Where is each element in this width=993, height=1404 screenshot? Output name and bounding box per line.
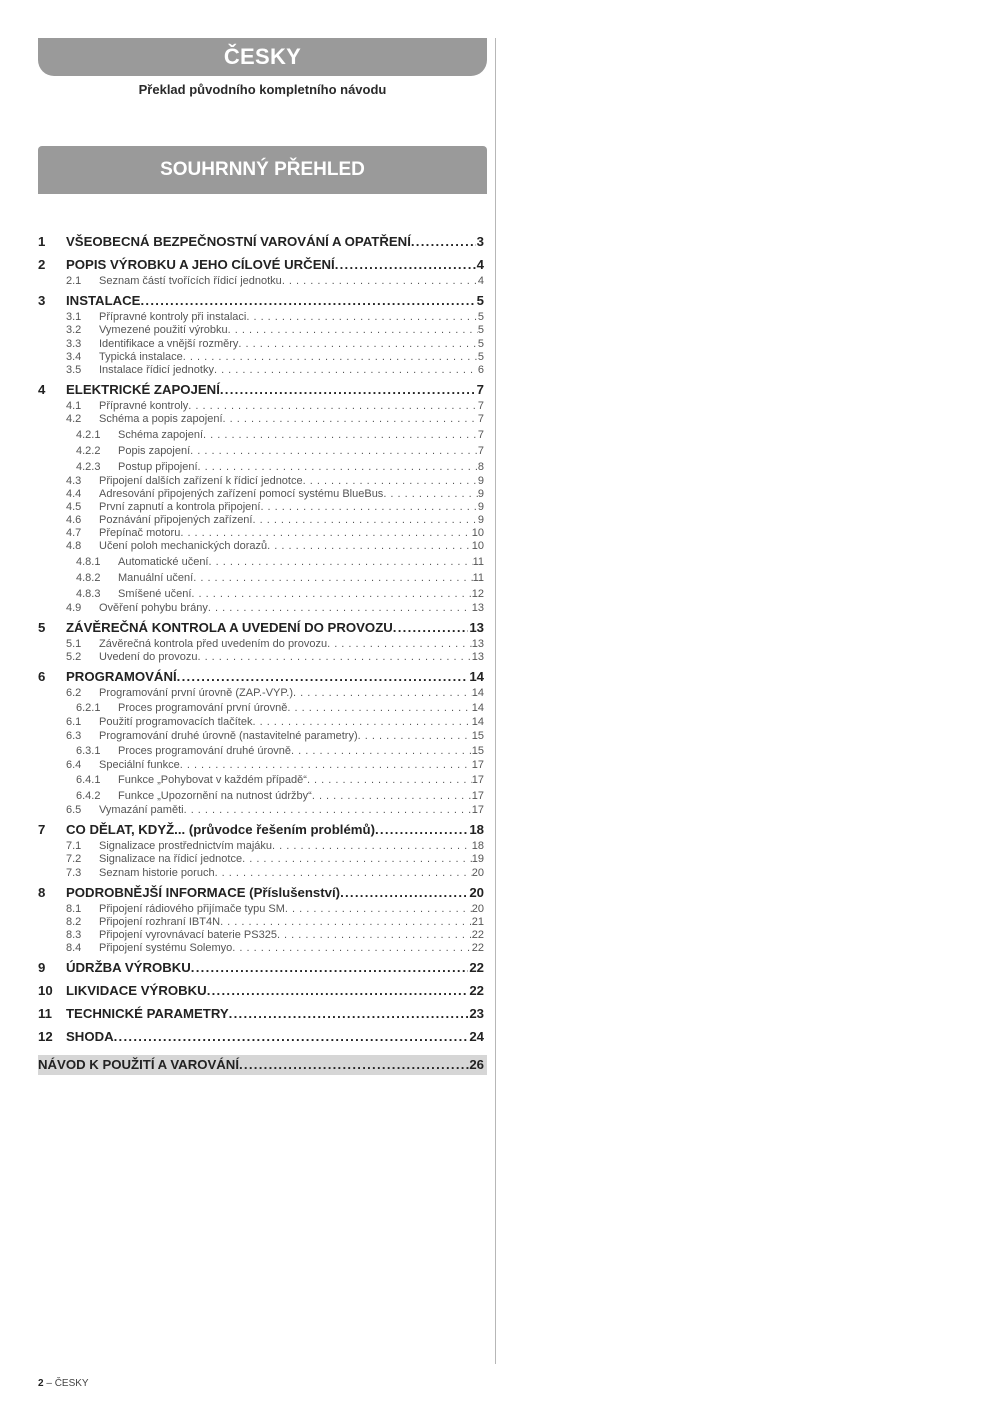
toc-entry-title: První zapnutí a kontrola připojení	[99, 500, 261, 513]
toc-entry-page: 18	[469, 822, 484, 838]
toc-entry-page: 18	[471, 840, 484, 853]
toc-entry-number: 6.5	[66, 803, 82, 816]
toc-entry-title: SHODA	[66, 1029, 114, 1045]
toc-entry-page: 9	[477, 474, 484, 487]
toc-entry-title: Proces programování první úrovně	[118, 702, 288, 715]
toc-entry-level2[interactable]	[66, 903, 484, 916]
toc-leader-dots	[312, 788, 472, 804]
toc-entry-page: 26	[469, 1057, 484, 1073]
toc-entry-title: Připojení systému Solemyo	[99, 942, 233, 955]
toc-entry-number: 4.7	[66, 527, 82, 540]
toc-entry-level1[interactable]	[38, 820, 484, 840]
toc-entry-level2[interactable]	[66, 730, 484, 743]
toc-entry-page: 7	[477, 444, 484, 457]
toc-entry-title: ÚDRŽBA VÝROBKU	[66, 960, 191, 976]
toc-entry-level2[interactable]	[66, 351, 484, 364]
footer-page-number: 2	[38, 1378, 44, 1389]
toc-entry-page: 14	[471, 687, 484, 700]
toc-leader-dots	[177, 667, 469, 687]
toc-entry-number: 8.3	[66, 929, 82, 942]
toc-leader-dots	[209, 554, 473, 570]
toc-entry-level2[interactable]	[66, 840, 484, 853]
toc-entry-title: Ověření pohybu brány	[99, 601, 208, 614]
toc-entry-title: NÁVOD K POUŽITÍ A VAROVÁNÍ	[38, 1057, 239, 1073]
toc-entry-page: 14	[471, 716, 484, 729]
toc-entry-title: Přepínač motoru	[99, 527, 181, 540]
table-of-contents	[38, 232, 484, 1075]
toc-leader-dots	[272, 840, 472, 853]
toc-leader-dots	[232, 942, 471, 955]
toc-entry-number: 4.2	[66, 413, 82, 426]
toc-final-entry[interactable]	[38, 1055, 487, 1075]
toc-leader-dots	[291, 743, 472, 759]
toc-entry-level2[interactable]	[66, 540, 484, 553]
toc-entry-page: 13	[469, 619, 484, 635]
toc-leader-dots	[220, 916, 472, 929]
footer-separator: –	[43, 1378, 55, 1389]
toc-entry-number: 1	[38, 234, 46, 249]
toc-entry-level2[interactable]	[66, 942, 484, 955]
toc-entry-number: 5.2	[66, 651, 82, 663]
toc-entry-page: 17	[471, 758, 484, 771]
toc-entry-number: 6.4	[66, 758, 82, 771]
toc-entry-level1[interactable]	[38, 618, 484, 638]
toc-leader-dots	[180, 759, 472, 772]
toc-entry-page: 7	[477, 413, 484, 426]
toc-leader-dots	[252, 514, 477, 527]
toc-leader-dots	[277, 929, 472, 942]
toc-leader-dots	[183, 351, 478, 364]
toc-entry-page: 23	[469, 1006, 484, 1022]
toc-leader-dots	[293, 687, 472, 700]
toc-entry-title: VŠEOBECNÁ BEZPEČNOSTNÍ VAROVÁNÍ A OPATŘENÍ	[66, 234, 411, 249]
toc-entry-number: 8.2	[66, 915, 82, 928]
toc-entry-number: 4.8.1	[76, 555, 101, 568]
toc-leader-dots	[191, 586, 471, 602]
toc-leader-dots	[260, 501, 477, 514]
toc-entry-title: Typická instalace	[99, 350, 183, 363]
toc-entry-level1[interactable]	[38, 232, 484, 252]
toc-entry-title: Závěrečná kontrola před uvedením do provozu	[99, 637, 328, 650]
toc-entry-number: 4.6	[66, 514, 82, 527]
page-footer	[38, 1378, 89, 1389]
toc-entry-page: 14	[469, 669, 484, 685]
toc-entry-page: 19	[471, 853, 484, 866]
toc-leader-dots	[358, 730, 472, 743]
toc-entry-number: 6.2.1	[76, 702, 101, 715]
toc-entry-page: 22	[471, 942, 484, 955]
toc-entry-title: Identifikace a vnější rozměry	[99, 337, 239, 350]
toc-leader-dots	[214, 364, 478, 377]
toc-entry-number: 5	[38, 619, 46, 635]
toc-entry-number: 4.4	[66, 487, 82, 500]
toc-entry-number: 4.3	[66, 474, 82, 487]
toc-entry-title: Programování druhé úrovně (nastavitelné parametry)	[99, 729, 358, 742]
toc-entry-title: Programování první úrovně (ZAP.-VYP.)	[99, 687, 294, 700]
toc-entry-level1[interactable]	[38, 1027, 484, 1047]
summary-title-banner: SOUHRNNÝ PŘEHLED	[38, 146, 487, 194]
toc-entry-number: 4.2.1	[76, 428, 101, 441]
toc-entry-title: Použití programovacích tlačítek	[99, 716, 253, 729]
toc-entry-title: ZÁVĚREČNÁ KONTROLA A UVEDENÍ DO PROVOZU	[66, 619, 393, 635]
toc-entry-page: 24	[469, 1029, 484, 1045]
toc-entry-number: 2.1	[66, 275, 82, 287]
toc-entry-page: 5	[477, 337, 484, 350]
toc-entry-number: 6.3	[66, 729, 82, 742]
toc-entry-number: 4.9	[66, 601, 82, 614]
toc-leader-dots	[188, 400, 478, 413]
toc-entry-number: 5.1	[66, 637, 82, 650]
toc-entry-page: 20	[471, 866, 484, 879]
toc-entry-level3[interactable]	[76, 459, 484, 475]
toc-entry-title: TECHNICKÉ PARAMETRY	[66, 1006, 229, 1022]
toc-entry-level2[interactable]	[66, 475, 484, 488]
toc-entry-level2[interactable]	[66, 638, 484, 651]
toc-entry-level2[interactable]	[66, 651, 484, 664]
toc-entry-number: 3.1	[66, 311, 82, 324]
toc-entry-level3[interactable]	[76, 772, 484, 788]
toc-entry-page: 22	[471, 929, 484, 942]
toc-entry-level2[interactable]	[66, 687, 484, 700]
toc-entry-title: LIKVIDACE VÝROBKU	[66, 983, 207, 999]
toc-entry-level1[interactable]	[38, 958, 484, 978]
toc-entry-level2[interactable]	[66, 338, 484, 351]
toc-entry-level1[interactable]	[38, 255, 484, 275]
toc-entry-level2[interactable]	[66, 602, 484, 615]
toc-entry-title: Seznam částí tvořících řídicí jednotku	[99, 275, 282, 287]
toc-entry-title: Vymezené použití výrobku	[99, 324, 228, 337]
toc-entry-page: 13	[471, 601, 484, 614]
toc-entry-level1[interactable]	[38, 981, 484, 1001]
toc-entry-title: Funkce „Upozornění na nutnost údržby“	[118, 789, 312, 802]
toc-leader-dots	[191, 958, 469, 978]
toc-entry-title: Postup připojení	[118, 460, 198, 473]
language-banner: ČESKY	[38, 38, 487, 76]
toc-leader-dots	[327, 638, 472, 651]
toc-entry-title: INSTALACE	[66, 293, 141, 309]
toc-entry-number: 3.4	[66, 350, 82, 363]
toc-entry-number: 6.1	[66, 716, 82, 729]
toc-entry-title: Signalizace na řídicí jednotce	[99, 853, 243, 866]
toc-entry-title: Smíšené učení	[118, 587, 192, 600]
toc-entry-level2[interactable]	[66, 413, 484, 426]
toc-entry-page: 6	[477, 363, 484, 376]
toc-entry-level1[interactable]	[38, 380, 484, 400]
toc-entry-number: 9	[38, 960, 46, 976]
toc-entry-title: Připojení rozhraní IBT4N	[99, 915, 221, 928]
toc-entry-number: 8.4	[66, 942, 82, 955]
toc-entry-level3[interactable]	[76, 427, 484, 443]
toc-entry-number: 4.5	[66, 500, 82, 513]
toc-entry-level2[interactable]	[66, 275, 484, 288]
toc-leader-dots	[285, 903, 472, 916]
toc-entry-level2[interactable]	[66, 929, 484, 942]
toc-entry-level2[interactable]	[66, 867, 484, 880]
toc-entry-title: Vymazání paměti	[99, 803, 184, 816]
toc-leader-dots	[207, 981, 469, 1001]
toc-entry-title: Připojení vyrovnávací baterie PS325	[99, 929, 277, 942]
toc-entry-page: 9	[477, 500, 484, 513]
toc-entry-number: 2	[38, 257, 46, 272]
toc-leader-dots	[239, 1055, 469, 1075]
toc-entry-number: 12	[38, 1029, 53, 1045]
toc-entry-page: 14	[471, 702, 484, 715]
toc-entry-page: 15	[471, 729, 484, 742]
toc-entry-number: 6.4.2	[76, 789, 101, 802]
toc-leader-dots	[246, 311, 478, 324]
toc-entry-level1[interactable]	[38, 1004, 484, 1024]
toc-leader-dots	[197, 651, 471, 664]
toc-entry-page: 7	[477, 428, 484, 441]
toc-leader-dots	[223, 413, 478, 426]
toc-entry-number: 7.3	[66, 866, 82, 879]
footer-language: ČESKY	[54, 1378, 89, 1389]
toc-entry-number: 10	[38, 983, 53, 999]
toc-leader-dots	[190, 443, 478, 459]
toc-entry-page: 4	[477, 275, 484, 287]
toc-entry-level3[interactable]	[76, 554, 484, 570]
toc-entry-number: 8.1	[66, 902, 82, 915]
toc-entry-number: 4.1	[66, 400, 82, 413]
toc-leader-dots	[215, 867, 472, 880]
toc-entry-page: 8	[477, 460, 484, 473]
toc-leader-dots	[228, 324, 478, 337]
toc-entry-page: 15	[471, 744, 484, 757]
toc-entry-title: Popis zapojení	[118, 444, 191, 457]
toc-entry-page: 5	[477, 350, 484, 363]
toc-entry-title: Speciální funkce	[99, 758, 180, 771]
toc-leader-dots	[340, 883, 468, 903]
toc-entry-page: 20	[471, 902, 484, 915]
toc-leader-dots	[180, 527, 471, 540]
toc-entry-page: 12	[471, 587, 484, 600]
toc-entry-title: PROGRAMOVÁNÍ	[66, 669, 177, 685]
toc-entry-level3[interactable]	[76, 586, 484, 602]
toc-entry-level2[interactable]	[66, 364, 484, 377]
toc-entry-title: Funkce „Pohybovat v každém případě“	[118, 773, 307, 786]
toc-entry-number: 8	[38, 884, 46, 900]
toc-entry-title: Instalace řídicí jednotky	[99, 363, 214, 376]
toc-entry-page: 17	[471, 773, 484, 786]
toc-entry-level2[interactable]	[66, 916, 484, 929]
toc-entry-title: ELEKTRICKÉ ZAPOJENÍ	[66, 382, 220, 398]
toc-entry-number: 4	[38, 382, 46, 398]
toc-entry-level2[interactable]	[66, 488, 484, 501]
toc-entry-page: 11	[472, 571, 484, 584]
toc-entry-level3[interactable]	[76, 788, 484, 804]
toc-entry-title: Automatické učení	[118, 555, 209, 568]
toc-leader-dots	[114, 1027, 469, 1047]
toc-entry-level1[interactable]	[38, 883, 484, 903]
toc-entry-level2[interactable]	[66, 527, 484, 540]
toc-leader-dots	[335, 255, 476, 275]
toc-entry-title: Proces programování druhé úrovně	[118, 744, 292, 757]
toc-entry-level1[interactable]	[38, 667, 484, 687]
toc-entry-number: 11	[38, 1006, 52, 1022]
toc-entry-page: 17	[471, 789, 484, 802]
toc-entry-level1[interactable]	[38, 291, 484, 311]
toc-entry-level2[interactable]	[66, 716, 484, 729]
toc-leader-dots	[238, 338, 477, 351]
toc-leader-dots	[383, 488, 478, 501]
toc-entry-page: 4	[476, 257, 484, 272]
toc-entry-number: 3.2	[66, 324, 82, 337]
toc-entry-title: Schéma zapojení	[118, 428, 203, 441]
toc-leader-dots	[198, 459, 478, 475]
toc-entry-number: 6.2	[66, 687, 82, 700]
toc-entry-level3[interactable]	[76, 443, 484, 459]
toc-entry-number: 4.2.2	[76, 444, 101, 457]
toc-entry-page: 21	[471, 915, 484, 928]
toc-leader-dots	[267, 540, 472, 553]
toc-entry-title: Připojení dalších zařízení k řídicí jednotce	[99, 474, 303, 487]
toc-entry-page: 5	[477, 311, 484, 324]
toc-entry-title: POPIS VÝROBKU A JEHO CÍLOVÉ URČENÍ	[66, 257, 335, 272]
toc-entry-title: Učení poloh mechanických dorazů	[99, 540, 268, 553]
toc-entry-title: Seznam historie poruch	[99, 866, 215, 879]
toc-entry-level2[interactable]	[66, 514, 484, 527]
toc-leader-dots	[229, 1004, 469, 1024]
toc-entry-page: 20	[469, 884, 484, 900]
toc-entry-title: Manuální učení	[118, 571, 194, 584]
toc-entry-number: 6	[38, 669, 46, 685]
toc-entry-title: Poznávání připojených zařízení	[99, 514, 253, 527]
toc-entry-level2[interactable]	[66, 804, 484, 817]
toc-leader-dots	[193, 570, 472, 586]
toc-entry-page: 17	[471, 803, 484, 816]
toc-entry-title: PODROBNĚJŠÍ INFORMACE (Příslušenství)	[66, 884, 341, 900]
toc-entry-title: Přípravné kontroly při instalaci	[99, 311, 247, 324]
toc-leader-dots	[287, 700, 471, 716]
toc-leader-dots	[375, 820, 468, 840]
toc-entry-page: 5	[477, 324, 484, 337]
toc-entry-level2[interactable]	[66, 501, 484, 514]
toc-leader-dots	[307, 772, 472, 788]
toc-entry-page: 13	[471, 651, 484, 663]
toc-entry-title: Adresování připojených zařízení pomocí systému BlueBus	[99, 487, 384, 500]
toc-entry-level2[interactable]	[66, 853, 484, 866]
toc-leader-dots	[411, 232, 476, 252]
toc-leader-dots	[242, 853, 472, 866]
toc-entry-title: Uvedení do provozu	[99, 651, 198, 663]
toc-entry-page: 22	[469, 960, 484, 976]
toc-leader-dots	[220, 380, 476, 400]
toc-entry-title: Schéma a popis zapojení	[99, 413, 223, 426]
toc-entry-page: 22	[469, 983, 484, 999]
toc-entry-number: 4.8.3	[76, 587, 101, 600]
toc-entry-page: 3	[476, 234, 484, 249]
toc-entry-page: 10	[471, 540, 484, 553]
toc-entry-number: 7.1	[66, 840, 82, 853]
toc-entry-page: 7	[476, 382, 484, 398]
toc-leader-dots	[208, 602, 472, 615]
toc-entry-title: Přípravné kontroly	[99, 400, 189, 413]
toc-entry-number: 4.8	[66, 540, 82, 553]
toc-entry-title: CO DĚLAT, KDYŽ... (průvodce řešením problémů)	[66, 822, 375, 838]
toc-entry-level2[interactable]	[66, 759, 484, 772]
toc-entry-level2[interactable]	[66, 400, 484, 413]
toc-leader-dots	[184, 804, 472, 817]
toc-leader-dots	[303, 475, 478, 488]
toc-entry-number: 7	[38, 822, 46, 838]
toc-entry-title: Připojení rádiového přijímače typu SM	[99, 902, 285, 915]
toc-entry-number: 7.2	[66, 853, 82, 866]
toc-entry-number: 6.3.1	[76, 744, 101, 757]
toc-entry-page: 9	[477, 487, 484, 500]
toc-entry-number: 6.4.1	[76, 773, 101, 786]
toc-entry-level3[interactable]	[76, 700, 484, 716]
toc-leader-dots	[252, 716, 471, 729]
toc-entry-page: 7	[477, 400, 484, 413]
toc-entry-level3[interactable]	[76, 570, 484, 586]
toc-entry-page: 5	[476, 293, 484, 309]
document-subtitle: Překlad původního kompletního návodu	[138, 82, 387, 97]
toc-leader-dots	[203, 427, 478, 443]
toc-entry-number: 3	[38, 293, 46, 309]
toc-entry-page: 9	[477, 514, 484, 527]
toc-entry-level3[interactable]	[76, 743, 484, 759]
toc-entry-page: 11	[472, 555, 484, 568]
toc-entry-page: 13	[471, 637, 484, 650]
toc-leader-dots	[282, 275, 478, 288]
toc-leader-dots	[140, 291, 475, 311]
toc-entry-title: Signalizace prostřednictvím majáku	[99, 840, 273, 853]
toc-entry-page: 10	[471, 527, 484, 540]
toc-entry-level2[interactable]	[66, 324, 484, 337]
toc-entry-level2[interactable]	[66, 311, 484, 324]
toc-leader-dots	[393, 618, 469, 638]
toc-entry-number: 3.5	[66, 363, 82, 376]
toc-entry-number: 3.3	[66, 337, 82, 350]
toc-entry-number: 4.2.3	[76, 460, 101, 473]
toc-entry-number: 4.8.2	[76, 571, 101, 584]
column-divider	[495, 38, 496, 1364]
